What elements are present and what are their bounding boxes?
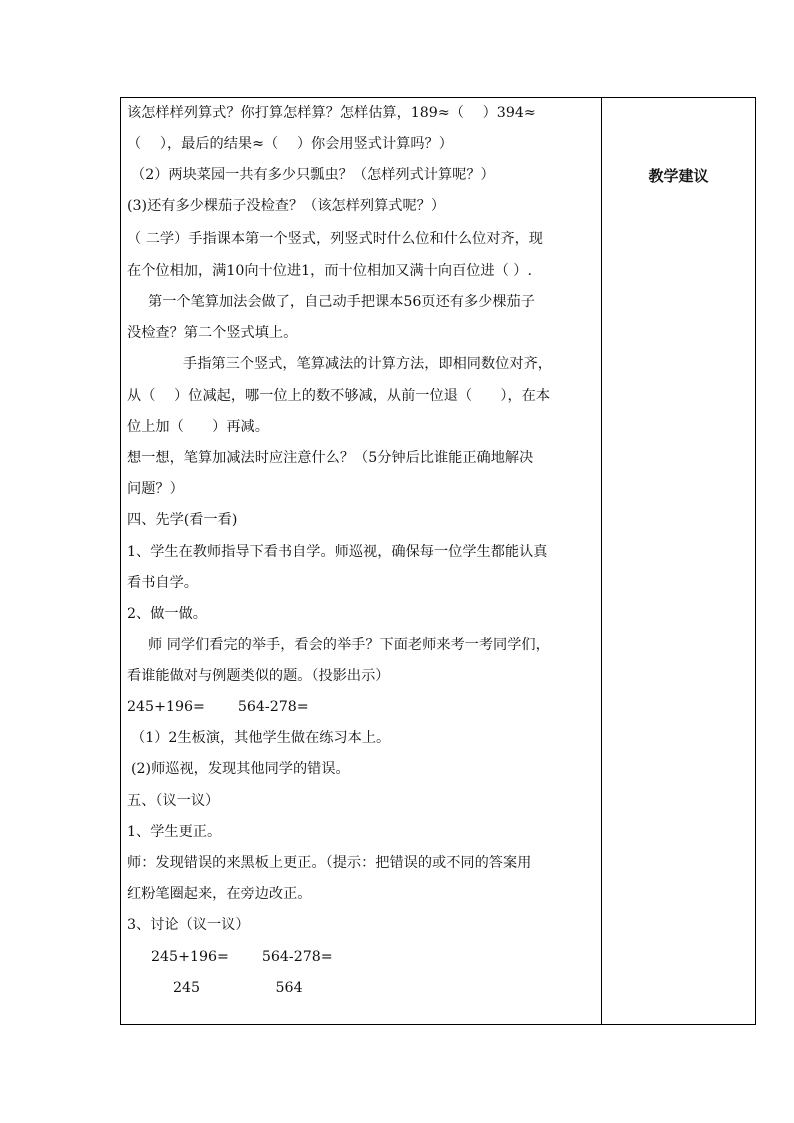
text-line: 师 同学们看完的举手，看会的举手？下面老师来考一考同学们， (148, 637, 550, 653)
text-line: (2)师巡视，发现其他同学的错误。 (131, 761, 350, 777)
text-line: 手指第三个竖式，笔算减法的计算方法，即相同数位对齐， (183, 356, 552, 372)
equation-line: 245+196= 564-278= (127, 699, 309, 715)
text-line: （2）两块菜园一共有多少只瓢虫？（怎样列式计算呢？） (131, 167, 495, 183)
text-line: 第一个笔算加法会做了，自己动手把课本56页还有多少棵茄子 (148, 294, 535, 310)
lesson-plan-table (120, 97, 756, 1025)
equation-line: 245+196= 564-278= (151, 949, 333, 965)
text-line: （1）2生板演，其他学生做在练习本上。 (131, 730, 391, 746)
text-line: 没检查？第二个竖式填上。 (127, 325, 298, 341)
text-line: 在个位相加，满10向十位进1，而十位相加又满十向百位进（ ）. (127, 263, 532, 279)
section-heading: 五、（议一议） (127, 793, 220, 809)
section-heading: 四、先学(看一看) (127, 512, 238, 528)
text-line: 位上加（ ）再减。 (127, 419, 269, 435)
text-line: 想一想，笔算加减法时应注意什么？（5分钟后比谁能正确地解决 (127, 450, 534, 466)
text-line: 2、做一做。 (127, 606, 207, 622)
text-line: （ ），最后的结果≈（ ）你会用竖式计算吗？） (127, 136, 453, 152)
teaching-suggestion-heading: 教学建议 (648, 167, 709, 185)
text-line: （ 二学）手指课本第一个竖式，列竖式时什么位和什么位对齐，现 (127, 231, 543, 247)
suggestion-column (602, 98, 755, 1024)
text-line: 红粉笔圈起来，在旁边改正。 (127, 886, 312, 902)
text-line: 看谁能做对与例题类似的题。（投影出示） (127, 668, 390, 684)
text-line: 3、讨论（议一议） (127, 917, 250, 933)
text-line: 师：发现错误的来黑板上更正。（提示：把错误的或不同的答案用 (127, 855, 532, 871)
vertical-calc-line: 245 564 (173, 980, 303, 996)
text-line: 从（ ）位减起，哪一位上的数不够减，从前一位退（ ），在本 (127, 388, 551, 404)
text-line: (3)还有多少棵茄子没检查？（该怎样列算式呢？） (127, 198, 446, 214)
text-line: 该怎样样列算式？你打算怎样算？怎样估算，189≈（ ）394≈ (127, 105, 536, 121)
text-line: 问题？） (127, 481, 184, 497)
text-line: 看书自学。 (127, 575, 198, 591)
text-line: 1、学生在教师指导下看书自学。师巡视，确保每一位学生都能认真 (127, 544, 548, 560)
text-line: 1、学生更正。 (127, 824, 222, 840)
lesson-content-column (121, 98, 601, 1024)
